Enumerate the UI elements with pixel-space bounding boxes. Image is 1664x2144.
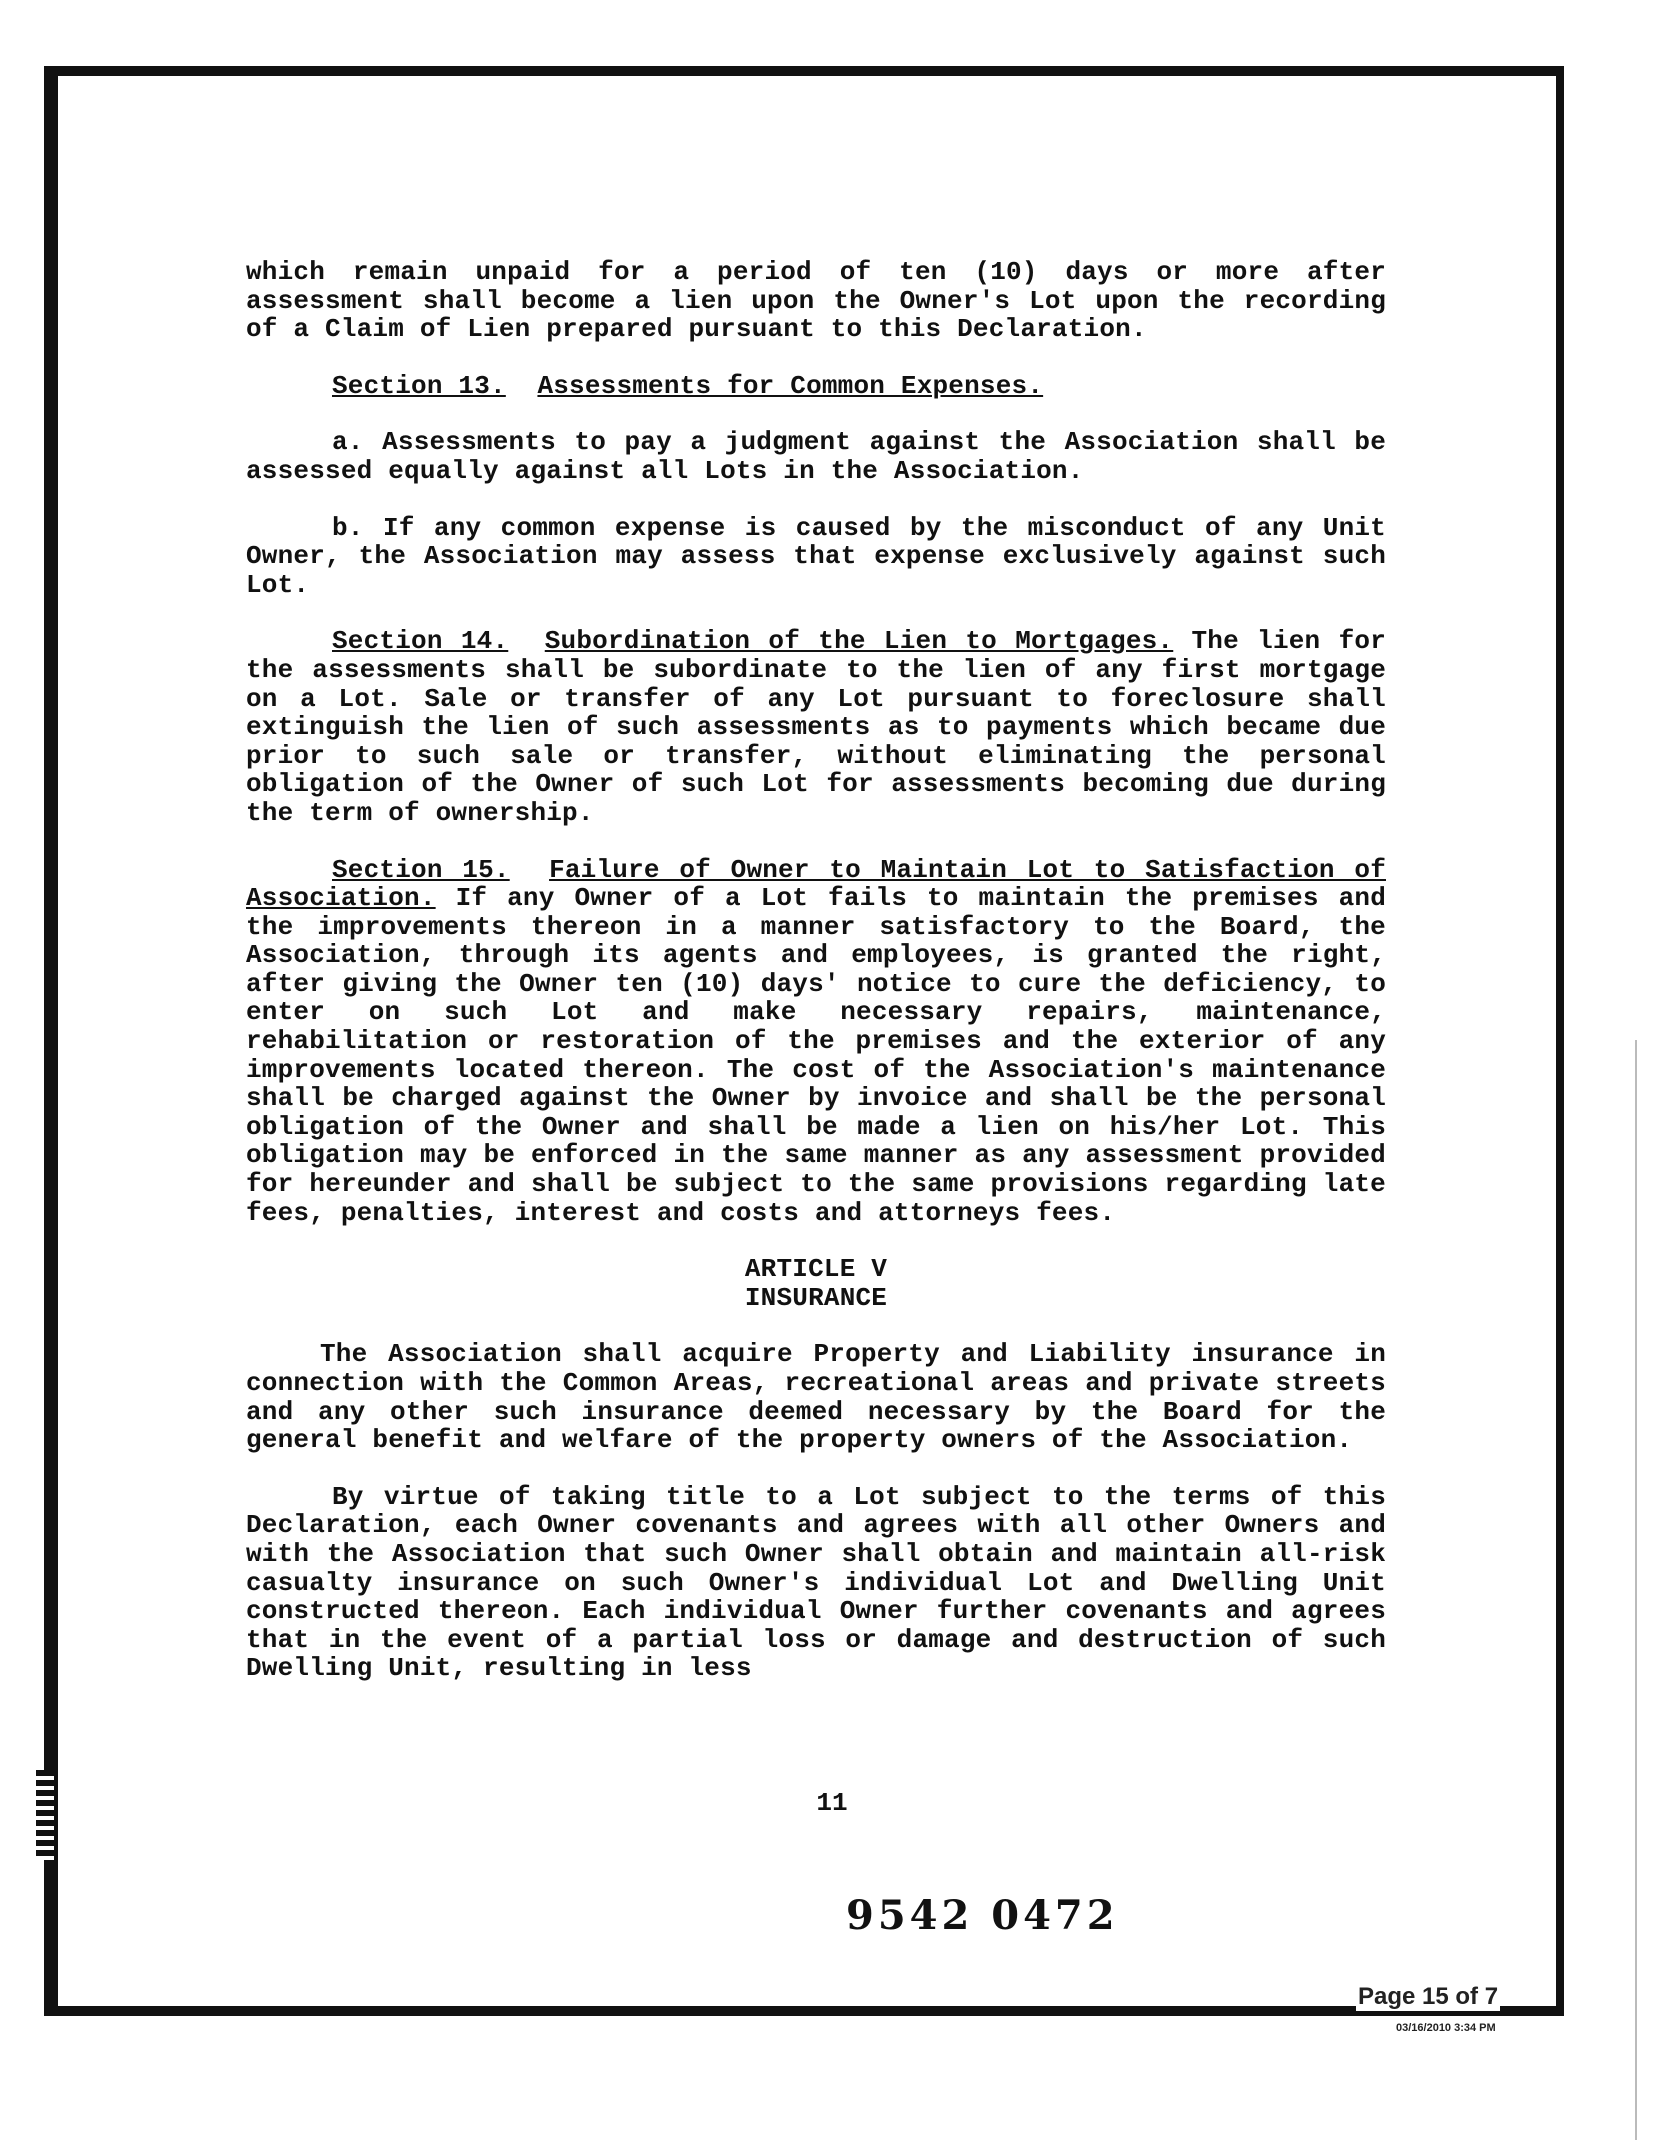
section-15-paragraph xyxy=(246,856,1386,1228)
paragraph: a. Assessments to pay a judgment against the Association shall be assessed equally against all Lots in the Association. xyxy=(246,427,1386,486)
scan-artifact-line xyxy=(1635,1040,1637,2140)
page-number: 11 xyxy=(816,1788,848,1818)
section-number: Section 13. xyxy=(332,370,506,401)
paragraph: which remain unpaid for a period of ten (10) days or more after assessment shall become a lien upon the Owner's Lot upon the recording of a Claim of Lien prepared pursuant to this Declaration. xyxy=(246,257,1386,345)
paragraph: b. If any common expense is caused by the misconduct of any Unit Owner, the Association may assess that expense exclusively against such Lot. xyxy=(246,512,1386,600)
section-title: Assessments for Common Expenses. xyxy=(537,370,1044,401)
print-timestamp: 03/16/2010 3:34 PM xyxy=(1396,2022,1496,2034)
document-body xyxy=(246,258,1386,1683)
section-title: Failure of Owner to Maintain Lot to Satisfaction of Association. xyxy=(246,854,1386,914)
recording-stamp: 9542 0472 xyxy=(846,1892,1119,1939)
article-number: ARTICLE V xyxy=(744,1254,888,1285)
section-number: Section 15. xyxy=(332,854,510,885)
paragraph: The Association shall acquire Property and Liability insurance in connection with the Common Areas, recreational areas and private streets and any other such insurance deemed necessary by the Board for the general benefit and welfare of the property owners of the Association. xyxy=(246,1339,1386,1456)
section-14-paragraph xyxy=(246,627,1386,827)
paragraph: By virtue of taking title to a Lot subject to the terms of this Declaration, each Owner covenants and agrees with all other Owners and with the Association that such Owner shall obtain and maintain all-risk casualty insurance on such Owner's individual Lot and Dwelling Unit constructed thereon. Each individual Owner further covenants and agrees that in the event of a partial loss or damage and destruction of such Dwelling Unit, resulting in less xyxy=(246,1481,1386,1684)
section-title: Subordination of the Lien to Mortgages. xyxy=(544,626,1174,657)
section-number: Section 14. xyxy=(332,626,509,657)
article-title: INSURANCE xyxy=(744,1282,888,1313)
section-text: The lien for the assessments shall be subordinate to the lien of any first mortgage on a Lot. Sale or transfer of any Lot pursuant to foreclosure shall extinguish the lien of such assessments as to payments which became due prior to such sale or transfer, without eliminating the personal obligation of the Owner of such Lot for assessments becoming due during the term of ownership. xyxy=(246,626,1386,828)
page-of-label: Page 15 of 7 xyxy=(1358,1983,1499,2010)
section-text: If any Owner of a Lot fails to maintain the premises and the improvements thereon in a manner satisfactory to the Board, the Association, through its agents and employees, is granted the right, after giving the Owner ten (10) days' notice to cure the deficiency, to enter on such Lot and make necessary repairs, maintenance, rehabilitation or restoration of the premises and the exterior of any improvements located thereon. The cost of the Association's maintenance shall be charged against the Owner by invoice and shall be the personal obligation of the Owner and shall be made a lien on his/her Lot. This obligation may be enforced in the same manner as any assessment provided for hereunder and shall be subject to the same provisions regarding late fees, penalties, interest and costs and attorneys fees. xyxy=(246,883,1386,1228)
section-heading xyxy=(246,372,1386,401)
